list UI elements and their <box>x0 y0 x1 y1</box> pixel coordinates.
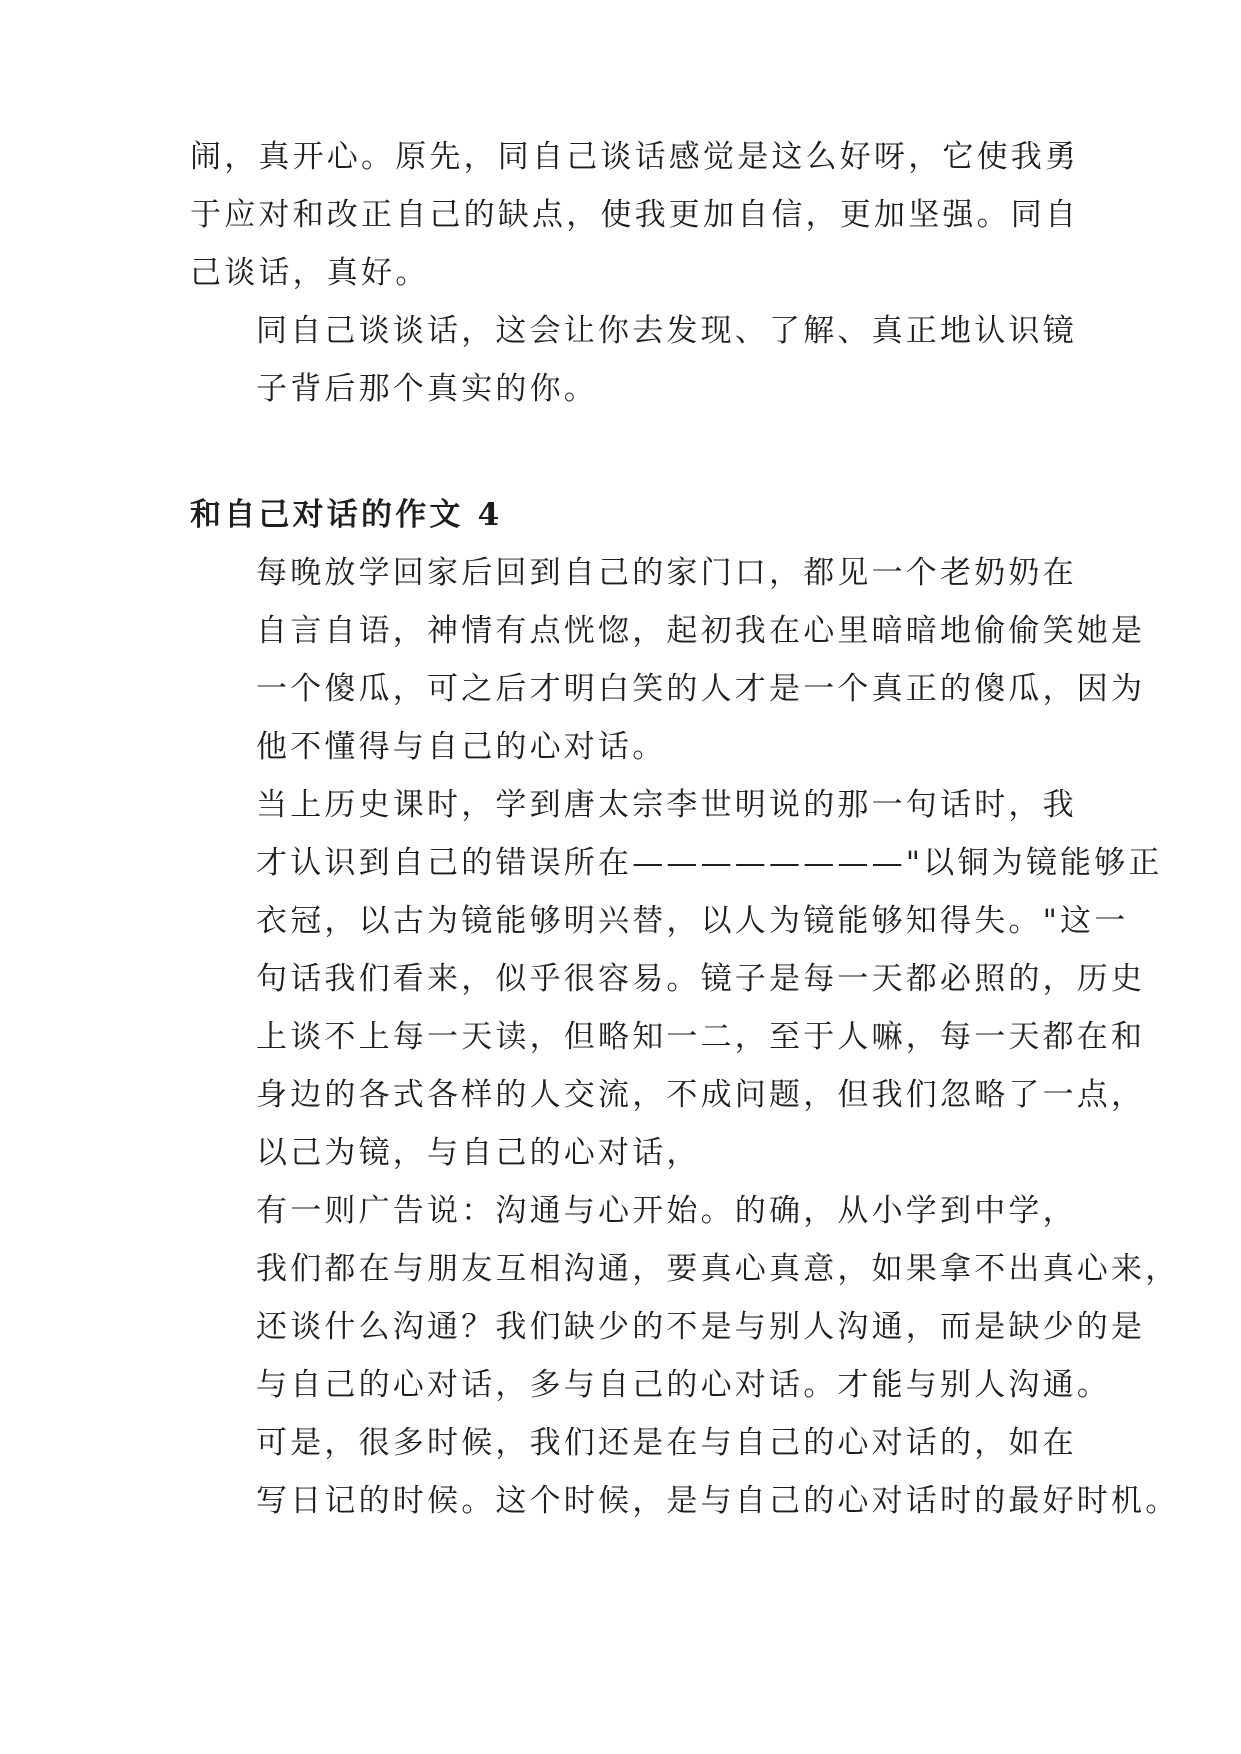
text-line: 与自己的心对话，多与自己的心对话。才能与别人沟通。 <box>256 1367 1111 1403</box>
text-line: 己谈话，真好。 <box>190 255 430 291</box>
text-line: 身边的各式各样的人交流，不成问题，但我们忽略了一点， <box>256 1077 1146 1113</box>
text-line: 自言自语，神情有点恍惚，起初我在心里暗暗地偷偷笑她是 <box>256 613 1146 649</box>
text-line: 闹，真开心。原先，同自己谈话感觉是这么好呀，它使我勇 <box>190 139 1080 175</box>
section-heading: 和自己对话的作文 4 <box>190 497 503 533</box>
paragraph-6 <box>190 1414 1180 1530</box>
paragraph-4 <box>190 776 1163 1182</box>
text-line: 才认识到自己的错误所在————————"以铜为镜能够正 <box>256 845 1163 881</box>
text-line: 衣冠，以古为镜能够明兴替，以人为镜能够知得失。"这一 <box>256 903 1129 939</box>
text-line: 他不懂得与自己的心对话。 <box>256 729 667 765</box>
paragraph-2 <box>190 302 1077 418</box>
text-line: 上谈不上每一天读，但略知一二，至于人嘛，每一天都在和 <box>256 1019 1146 1055</box>
text-line: 当上历史课时，学到唐太宗李世明说的那一句话时，我 <box>256 787 1077 823</box>
document-body <box>190 128 1180 1530</box>
text-line: 同自己谈谈话，这会让你去发现、了解、真正地认识镜 <box>256 313 1077 349</box>
text-line: 还谈什么沟通？我们缺少的不是与别人沟通，而是缺少的是 <box>256 1309 1146 1345</box>
paragraph-5 <box>190 1182 1180 1414</box>
text-line: 有一则广告说：沟通与心开始。的确，从小学到中学， <box>256 1193 1077 1229</box>
text-line: 写日记的时候。这个时候，是与自己的心对话时的最好时机。 <box>256 1483 1180 1519</box>
text-line: 每晚放学回家后回到自己的家门口，都见一个老奶奶在 <box>256 555 1077 591</box>
text-line: 句话我们看来，似乎很容易。镜子是每一天都必照的，历史 <box>256 961 1146 997</box>
paragraph-3 <box>190 544 1146 776</box>
text-line: 于应对和改正自己的缺点，使我更加自信，更加坚强。同自 <box>190 197 1080 233</box>
text-line: 我们都在与朋友互相沟通，要真心真意，如果拿不出真心来， <box>256 1251 1180 1287</box>
text-line: 一个傻瓜，可之后才明白笑的人才是一个真正的傻瓜，因为 <box>256 671 1146 707</box>
text-line: 子背后那个真实的你。 <box>256 371 598 407</box>
text-line: 可是，很多时候，我们还是在与自己的心对话的，如在 <box>256 1425 1077 1461</box>
text-line: 以己为镜，与自己的心对话， <box>256 1135 701 1171</box>
paragraph-1 <box>190 128 1080 302</box>
